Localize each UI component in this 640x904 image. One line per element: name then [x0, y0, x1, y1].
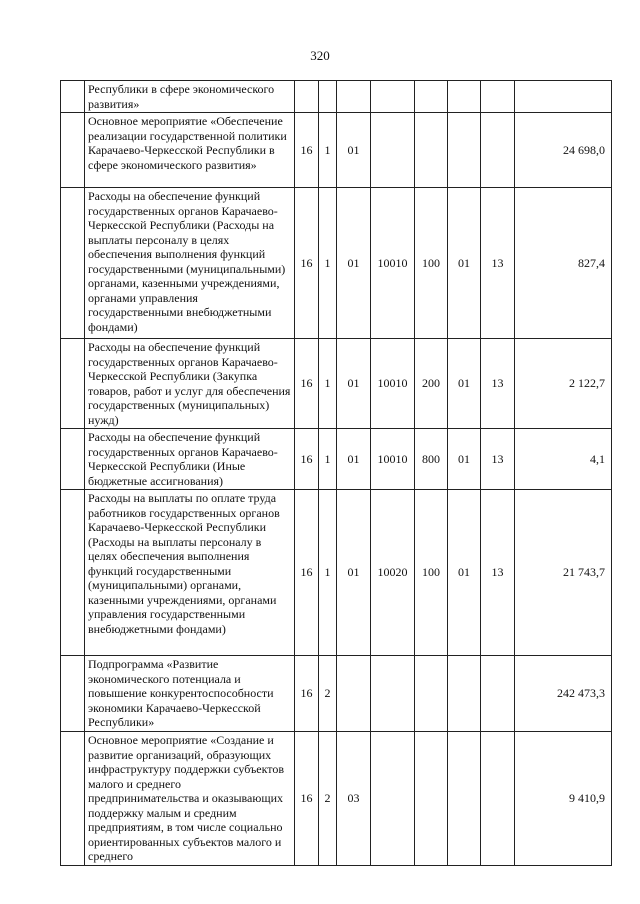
amount-cell: 4,1: [515, 429, 612, 490]
subprogram-code-cell: 1: [319, 490, 337, 656]
item-name-cell: Подпрограмма «Развитие экономического потенциала и повышение конкурентоспособности экономики Карачаево-Черкесской Республики»: [85, 656, 295, 732]
subprogram-code-cell: [319, 81, 337, 113]
subsection-code-cell: [481, 81, 515, 113]
main-activity-code-cell: [337, 81, 371, 113]
item-name-cell: Основное мероприятие «Создание и развитие организаций, образующих инфраструктуру поддержки субъектов малого и среднего предпринимательства и оказывающих поддержку малым и средним предприятиям, в том числе социально ориентированных субъектов малого и среднего: [85, 732, 295, 866]
expense-direction-code-cell: [371, 732, 415, 866]
row-number-cell: [61, 81, 85, 113]
subsection-code-cell: 13: [481, 339, 515, 429]
main-activity-code-cell: 01: [337, 429, 371, 490]
table-row: [61, 732, 612, 866]
subprogram-code-cell: 1: [319, 429, 337, 490]
amount-cell: 24 698,0: [515, 113, 612, 188]
expense-type-code-cell: [415, 732, 448, 866]
section-code-cell: [448, 113, 481, 188]
subprogram-code-cell: 1: [319, 113, 337, 188]
main-activity-code-cell: 03: [337, 732, 371, 866]
expense-type-code-cell: [415, 81, 448, 113]
table-row: [61, 656, 612, 732]
item-name-cell: Республики в сфере экономического развития»: [85, 81, 295, 113]
program-code-cell: 16: [295, 656, 319, 732]
program-code-cell: 16: [295, 113, 319, 188]
section-code-cell: 01: [448, 429, 481, 490]
section-code-cell: [448, 81, 481, 113]
main-activity-code-cell: 01: [337, 339, 371, 429]
amount-cell: 9 410,9: [515, 732, 612, 866]
expense-direction-code-cell: [371, 113, 415, 188]
table-row: [61, 339, 612, 429]
item-name-cell: Расходы на обеспечение функций государственных органов Карачаево-Черкесской Республики (Закупка товаров, работ и услуг для обеспечения государственных (муниципальных) нужд): [85, 339, 295, 429]
subsection-code-cell: [481, 656, 515, 732]
expense-direction-code-cell: 10020: [371, 490, 415, 656]
subprogram-code-cell: 2: [319, 732, 337, 866]
subsection-code-cell: 13: [481, 188, 515, 339]
row-number-cell: [61, 188, 85, 339]
row-number-cell: [61, 429, 85, 490]
program-code-cell: 16: [295, 429, 319, 490]
item-name-cell: Расходы на обеспечение функций государственных органов Карачаево-Черкесской Республики (Иные бюджетные ассигнования): [85, 429, 295, 490]
amount-cell: 827,4: [515, 188, 612, 339]
program-code-cell: 16: [295, 339, 319, 429]
page-number: 320: [310, 48, 330, 63]
table-row: [61, 490, 612, 656]
expense-type-code-cell: 100: [415, 490, 448, 656]
amount-cell: 2 122,7: [515, 339, 612, 429]
budget-table: [60, 80, 612, 866]
expense-type-code-cell: 200: [415, 339, 448, 429]
section-code-cell: 01: [448, 339, 481, 429]
program-code-cell: 16: [295, 490, 319, 656]
program-code-cell: [295, 81, 319, 113]
item-name-cell: Расходы на выплаты по оплате труда работников государственных органов Карачаево-Черкесской Республики (Расходы на выплаты персоналу в целях обеспечения выполнения функций государственными (муниципальными) органами, казенными учреждениями, органами управления государственными внебюджетными фондами): [85, 490, 295, 656]
main-activity-code-cell: 01: [337, 188, 371, 339]
program-code-cell: 16: [295, 188, 319, 339]
table-row: [61, 81, 612, 113]
section-code-cell: [448, 656, 481, 732]
main-activity-code-cell: 01: [337, 113, 371, 188]
section-code-cell: [448, 732, 481, 866]
section-code-cell: 01: [448, 188, 481, 339]
expense-direction-code-cell: [371, 81, 415, 113]
expense-direction-code-cell: 10010: [371, 339, 415, 429]
section-code-cell: 01: [448, 490, 481, 656]
item-name-cell: Расходы на обеспечение функций государственных органов Карачаево-Черкесской Республики (Расходы на выплаты персоналу в целях обеспечения выполнения функций государственными (муниципальными) органами, казенными учреждениями, органами управления государственными внебюджетными фондами): [85, 188, 295, 339]
expense-type-code-cell: 100: [415, 188, 448, 339]
table-row: [61, 188, 612, 339]
table-row: [61, 429, 612, 490]
amount-cell: [515, 81, 612, 113]
row-number-cell: [61, 113, 85, 188]
expense-type-code-cell: [415, 656, 448, 732]
item-name-cell: Основное мероприятие «Обеспечение реализации государственной политики Карачаево-Черкесской Республики в сфере экономического развития»: [85, 113, 295, 188]
row-number-cell: [61, 339, 85, 429]
subsection-code-cell: 13: [481, 490, 515, 656]
amount-cell: 242 473,3: [515, 656, 612, 732]
expense-direction-code-cell: 10010: [371, 188, 415, 339]
subprogram-code-cell: 1: [319, 339, 337, 429]
program-code-cell: 16: [295, 732, 319, 866]
expense-type-code-cell: 800: [415, 429, 448, 490]
expense-direction-code-cell: 10010: [371, 429, 415, 490]
row-number-cell: [61, 490, 85, 656]
expense-direction-code-cell: [371, 656, 415, 732]
subsection-code-cell: [481, 113, 515, 188]
subprogram-code-cell: 1: [319, 188, 337, 339]
main-activity-code-cell: 01: [337, 490, 371, 656]
main-activity-code-cell: [337, 656, 371, 732]
expense-type-code-cell: [415, 113, 448, 188]
subsection-code-cell: 13: [481, 429, 515, 490]
subsection-code-cell: [481, 732, 515, 866]
subprogram-code-cell: 2: [319, 656, 337, 732]
row-number-cell: [61, 732, 85, 866]
table-row: [61, 113, 612, 188]
amount-cell: 21 743,7: [515, 490, 612, 656]
row-number-cell: [61, 656, 85, 732]
